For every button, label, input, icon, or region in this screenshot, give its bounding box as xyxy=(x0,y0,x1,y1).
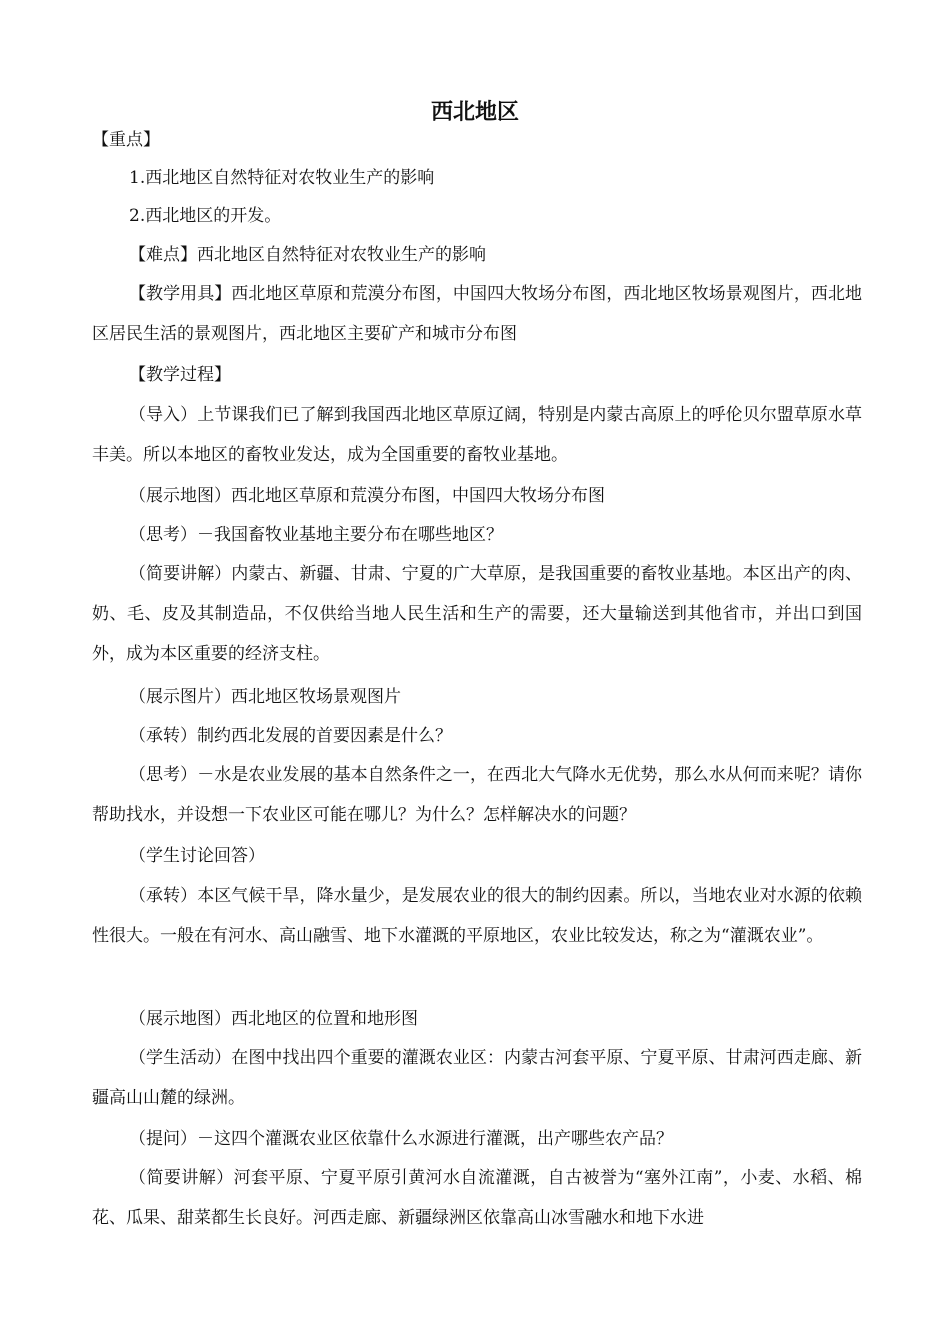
paragraph-explain-2: （简要讲解）河套平原、宁夏平原引黄河水自流灌溉，自古被誉为“塞外江南”，小麦、水稻、棉花、瓜果、甜菜都生长良好。河西走廊、新疆绿洲区依靠高山冰雪融水和地下水进 xyxy=(92,1168,862,1228)
section-heading-process: 【教学过程】 xyxy=(129,365,231,385)
paragraph-show-map-1: （展示地图）西北地区草原和荒漠分布图，中国四大牧场分布图 xyxy=(129,486,605,506)
teaching-tools: 【教学用具】西北地区草原和荒漠分布图，中国四大牧场分布图，西北地区牧场景观图片，西北地区居民生活的景观图片，西北地区主要矿产和城市分布图 xyxy=(92,284,862,344)
paragraph-intro: （导入）上节课我们已了解到我国西北地区草原辽阔，特别是内蒙古高原上的呼伦贝尔盟草原水草丰美。所以本地区的畜牧业发达，成为全国重要的畜牧业基地。 xyxy=(92,405,862,465)
paragraph-show-map-2: （展示地图）西北地区的位置和地形图 xyxy=(129,1009,418,1029)
paragraph-discussion: （学生讨论回答） xyxy=(129,846,265,866)
paragraph-student-activity: （学生活动）在图中找出四个重要的灌溉农业区：内蒙古河套平原、宁夏平原、甘肃河西走廊、新疆高山山麓的绿洲。 xyxy=(92,1048,862,1108)
key-point-1: 1.西北地区自然特征对农牧业生产的影响 xyxy=(129,168,435,188)
paragraph-show-picture: （展示图片）西北地区牧场景观图片 xyxy=(129,687,401,707)
paragraph-transition-1: （承转）制约西北发展的首要因素是什么？ xyxy=(129,726,452,746)
paragraph-question: （提问）－这四个灌溉农业区依靠什么水源进行灌溉，出产哪些农产品？ xyxy=(129,1129,673,1149)
paragraph-think-1: （思考）－我国畜牧业基地主要分布在哪些地区？ xyxy=(129,525,503,545)
section-heading-key-points: 【重点】 xyxy=(92,130,160,150)
paragraph-explain-1: （简要讲解）内蒙古、新疆、甘肃、宁夏的广大草原，是我国重要的畜牧业基地。本区出产的肉、奶、毛、皮及其制造品，不仅供给当地人民生活和生产的需要，还大量输送到其他省市，并出口到国外，成为本区重要的经济支柱。 xyxy=(92,564,862,664)
paragraph-transition-2: （承转）本区气候干旱，降水量少，是发展农业的很大的制约因素。所以，当地农业对水源的依赖性很大。一般在有河水、高山融雪、地下水灌溉的平原地区，农业比较发达，称之为“灌溉农业”。 xyxy=(92,886,862,946)
difficult-point: 【难点】西北地区自然特征对农牧业生产的影响 xyxy=(129,245,486,265)
key-point-2: 2.西北地区的开发。 xyxy=(129,206,282,226)
page-title: 西北地区 xyxy=(430,99,519,125)
paragraph-think-2: （思考）－水是农业发展的基本自然条件之一，在西北大气降水无优势，那么水从何而来呢？请你帮助找水，并设想一下农业区可能在哪儿？为什么？怎样解决水的问题？ xyxy=(92,765,862,825)
